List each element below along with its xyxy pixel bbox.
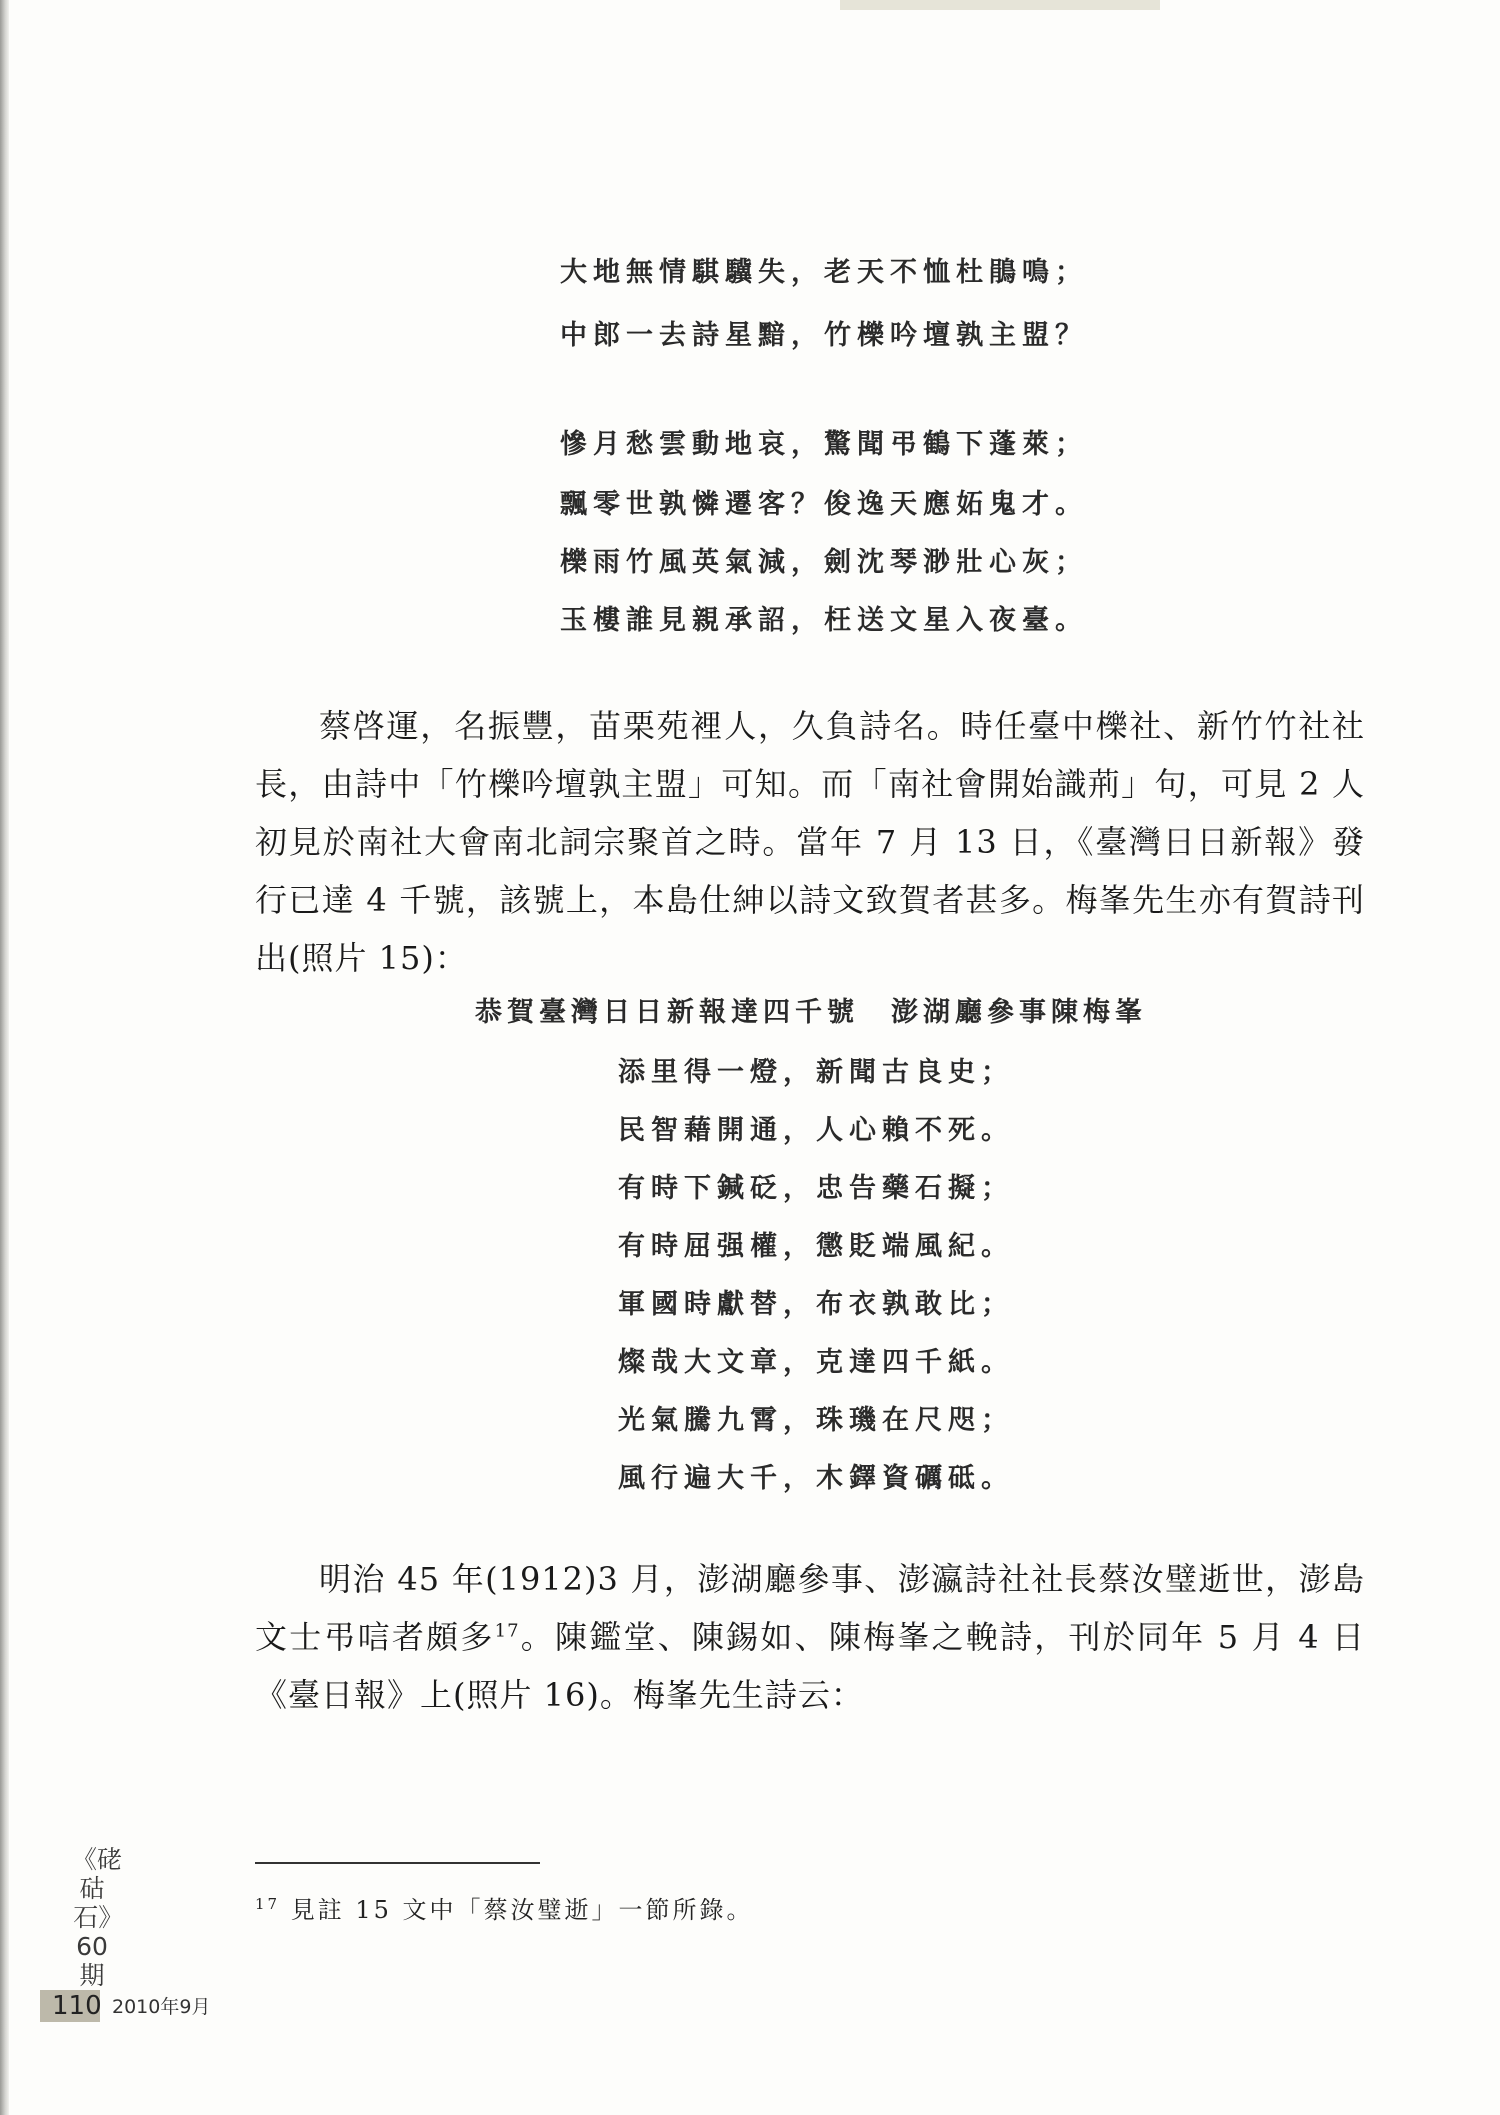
page-number: 110 [52, 1991, 102, 2021]
poem-line: 櫟雨竹風英氣減，劍沈琴渺壯心灰； [560, 547, 1088, 578]
body-paragraph-1 [255, 697, 1365, 987]
footnote-number: 17 [255, 1895, 281, 1913]
poem-line: 有時下鍼砭，忠告藥石擬； [618, 1173, 1014, 1204]
top-edge-mark [840, 0, 1160, 10]
footnote-ref: 17 [494, 1620, 520, 1642]
poem-line: 有時屈强權，懲貶端風紀。 [618, 1231, 1014, 1262]
poem-line: 慘月愁雲動地哀，驚聞弔鶴下蓬萊； [560, 429, 1088, 460]
footnote [255, 1890, 754, 1925]
poem-line: 民智藉開通，人心賴不死。 [618, 1115, 1014, 1146]
poem-line: 光氣騰九霄，珠璣在尺咫； [618, 1405, 1014, 1436]
poem-line: 軍國時獻替，布衣孰敢比； [618, 1289, 1014, 1320]
poem-line: 大地無情騏驥失，老天不恤杜鵑鳴； [560, 257, 1088, 288]
poem-line: 玉樓誰見親承詔，枉送文星入夜臺。 [560, 605, 1088, 636]
footnote-text: 見註 15 文中「蔡汝璧逝」一節所錄。 [290, 1896, 754, 1924]
footnote-divider [255, 1862, 540, 1864]
paragraph-text [255, 1550, 1365, 1724]
poem-line: 中郎一去詩星黯，竹櫟吟壇孰主盟？ [560, 320, 1088, 351]
issue-date: 2010年9月 [112, 1996, 211, 2018]
page-spine [0, 0, 9, 2115]
poem-line: 燦哉大文章，克達四千紙。 [618, 1347, 1014, 1378]
poem-line: 風行遍大千，木鐸資礪砥。 [618, 1463, 1014, 1494]
paragraph-text-part: 明治 45 年(1912)3 月，澎湖廳參事、澎瀛詩社社長蔡汝璧逝世，澎島文士弔唁者頗多 [255, 1560, 1365, 1656]
poem-line: 添里得一燈，新聞古良史； [618, 1057, 1014, 1088]
body-paragraph-2 [255, 1550, 1365, 1724]
paragraph-text: 蔡啓運，名振豐，苗栗苑裡人，久負詩名。時任臺中櫟社、新竹竹社社長，由詩中「竹櫟吟壇孰主盟」可知。而「南社會開始識荊」句，可見 2 人初見於南社大會南北詞宗聚首之時。當年 7 月 13 日，《臺灣日日新報》發行已達 4 千號，該號上，本島仕紳以詩文致賀者甚多。梅峯先生亦有賀詩刊出(照片 15)： [255, 707, 1365, 977]
poem-title: 恭賀臺灣日日新報達四千號 澎湖廳參事陳梅峯 [475, 997, 1147, 1028]
paragraph-text-part: 。陳鑑堂、陳錫如、陳梅峯之輓詩，刊於同年 5 月 4 日《臺日報》上(照片 16)。梅峯先生詩云： [255, 1618, 1365, 1714]
journal-sidebar-title: 《硓𥑮石》60期 [72, 1845, 123, 1990]
poem-line: 飄零世孰憐遷客？俊逸天應妬鬼才。 [560, 489, 1088, 520]
